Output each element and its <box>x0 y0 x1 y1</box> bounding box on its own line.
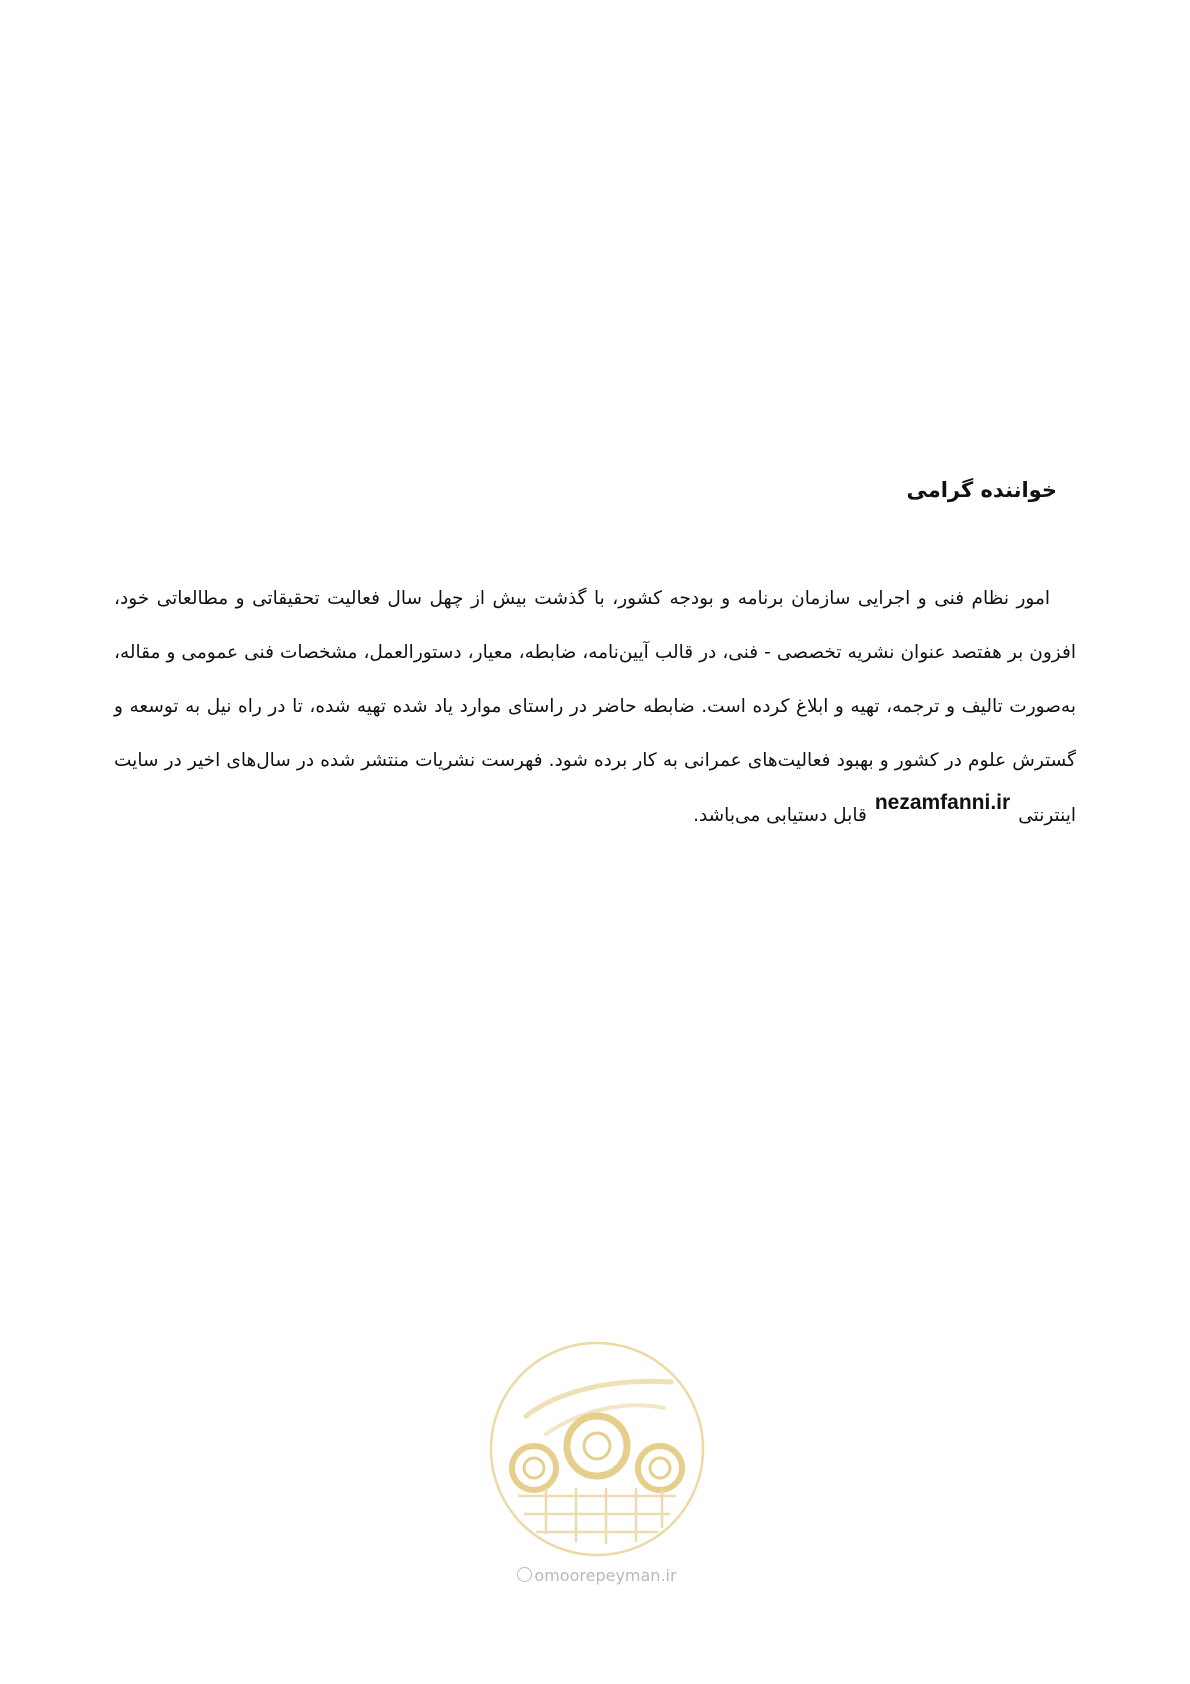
gear-icon-right <box>638 1446 682 1490</box>
intro-paragraph <box>114 572 1076 843</box>
gear-icon-left <box>512 1446 556 1490</box>
paragraph-text: امور نظام فنی و اجرایی سازمان برنامه و بودجه کشور، با گذشت بیش از چهل سال فعالیت تحقیقاتی و مطالعاتی خود، افزون بر هفتصد عنوان نشریه تخصصی - فنی، در قالب آیین‌نامه، ضابطه، معیار، دستورالعمل، مشخصات فنی عمومی و مقاله، به‌صورت تالیف و ترجمه، تهیه و ابلاغ کرده است. ضابطه حاضر در راستای موارد یاد شده تهیه شده، تا در راه نیل به توسعه و گسترش علوم در کشور و بهبود فعالیت‌های عمرانی به کار برده شود. فهرست نشریات منتشر شده در سال‌های اخیر در سایت اینترنتی <box>114 588 1076 826</box>
watermark-logo <box>486 1338 708 1560</box>
watermark-url: omoorepeyman.ir <box>486 1566 708 1585</box>
brick-wall-icon <box>518 1488 676 1544</box>
globe-icon <box>517 1567 532 1582</box>
website-link[interactable]: nezamfanni.ir <box>874 791 1011 814</box>
paragraph-ending: قابل دستیابی می‌باشد. <box>693 805 867 826</box>
gear-icon-center <box>567 1416 627 1476</box>
page-heading: خواننده گرامی <box>906 478 1057 502</box>
